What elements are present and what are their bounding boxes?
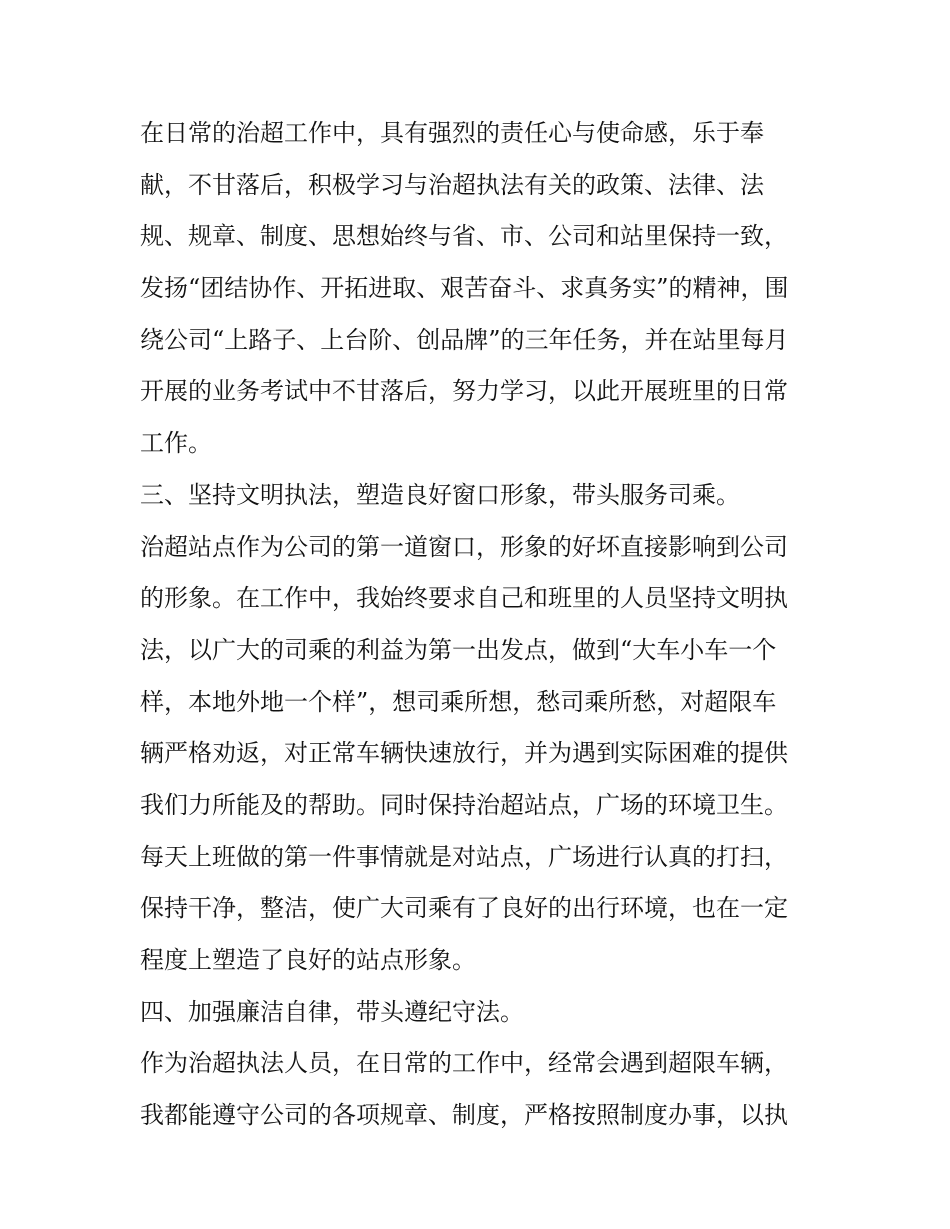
text-line: 程度上塑造了良好的站点形象。 bbox=[140, 946, 476, 974]
text-line: 治超站点作为公司的第一道窗口，形象的好坏直接影响到公司 bbox=[140, 532, 788, 561]
section-heading: 三、坚持文明执法，塑造良好窗口形象，带头服务司乘。 bbox=[140, 480, 740, 509]
text-line: 开展的业务考试中不甘落后，努力学习，以此开展班里的日常 bbox=[140, 377, 788, 406]
text-line: 辆严格劝返，对正常车辆快速放行，并为遇到实际困难的提供 bbox=[140, 739, 788, 768]
text-line: 在日常的治超工作中，具有强烈的责任心与使命感，乐于奉 bbox=[140, 119, 764, 147]
section-heading: 四、加强廉洁自律，带头遵纪守法。 bbox=[140, 997, 524, 1026]
text-line: 作为治超执法人员，在日常的工作中，经常会遇到超限车辆， bbox=[140, 1049, 788, 1078]
text-line: 样，本地外地一个样”，想司乘所想，愁司乘所愁，对超限车 bbox=[140, 687, 777, 716]
text-line: 我都能遵守公司的各项规章、制度，严格按照制度办事，以执 bbox=[140, 1101, 788, 1130]
text-line: 规、规章、制度、思想始终与省、市、公司和站里保持一致， bbox=[140, 222, 788, 251]
text-line: 工作。 bbox=[140, 429, 212, 458]
text-line: 绕公司“上路子、上台阶、创品牌”的三年任务，并在站里每月 bbox=[140, 325, 789, 354]
text-line: 每天上班做的第一件事情就是对站点，广场进行认真的打扫， bbox=[140, 842, 788, 871]
text-line: 的形象。在工作中，我始终要求自己和班里的人员坚持文明执 bbox=[140, 584, 788, 613]
text-line: 保持干净，整洁，使广大司乘有了良好的出行环境，也在一定 bbox=[140, 894, 788, 923]
text-line: 法，以广大的司乘的利益为第一出发点，做到“大车小车一个 bbox=[140, 635, 777, 664]
text-line: 我们力所能及的帮助。同时保持治超站点，广场的环境卫生。 bbox=[140, 790, 788, 819]
text-line: 发扬“团结协作、开拓进取、艰苦奋斗、求真务实”的精神，围 bbox=[140, 274, 789, 303]
text-line: 献，不甘落后，积极学习与治超执法有关的政策、法律、法 bbox=[140, 170, 764, 199]
body-text bbox=[140, 108, 820, 1142]
